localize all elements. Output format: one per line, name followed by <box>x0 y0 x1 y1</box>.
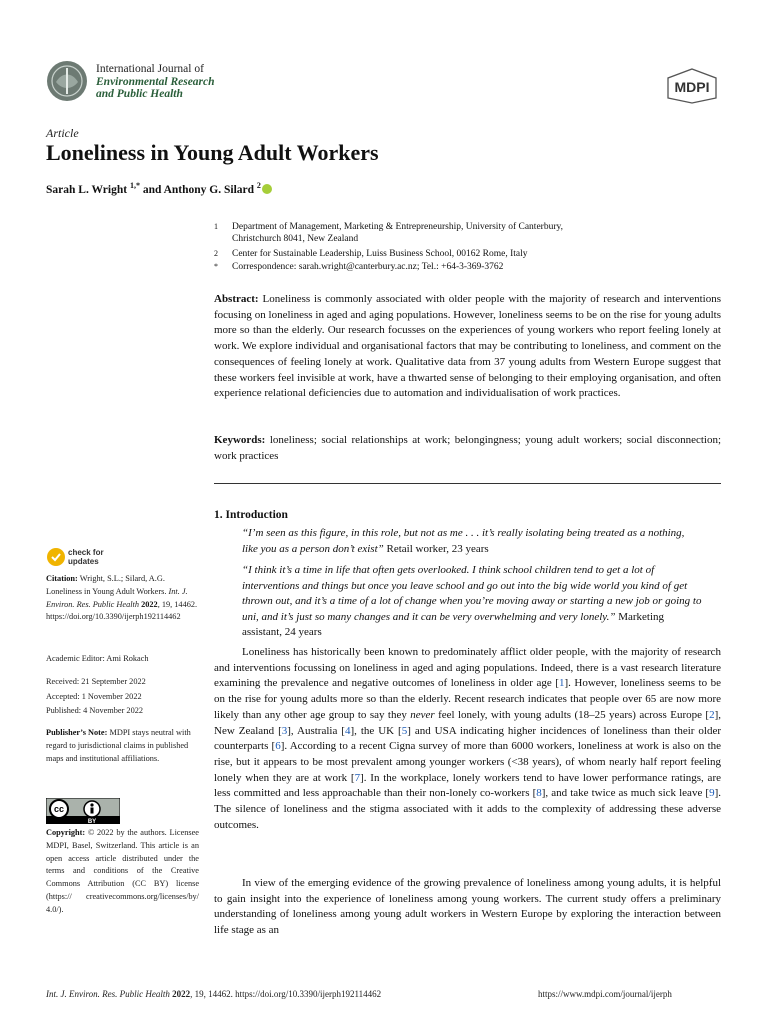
paragraph-2: In view of the emerging evidence of the growing prevalence of loneliness among young adults, it is helpful to gain insight into the experience of loneliness among young workers. The current study offers a preliminary understanding of loneliness among young adult workers in Western Europe by exploring the interaction between life stage as an <box>214 877 721 937</box>
abstract-label: Abstract: <box>214 293 259 305</box>
check-for-updates-button[interactable] <box>46 546 128 568</box>
article-title: Loneliness in Young Adult Workers <box>46 140 379 165</box>
accepted-date: Accepted: 1 November 2022 <box>46 692 142 701</box>
author-line <box>46 181 272 196</box>
ref-link[interactable]: 3 <box>281 724 288 737</box>
footer-year: 2022 <box>172 989 191 999</box>
footer-doi[interactable]: , 19, 14462. https://doi.org/10.3390/ijerph192114462 <box>190 989 382 999</box>
footer-citation <box>46 989 381 999</box>
affiliation-text: Department of Management, Marketing & Entrepreneurship, University of Canterbury, <box>232 222 563 232</box>
publisher-note <box>46 727 199 765</box>
affiliation-1 <box>214 221 734 245</box>
author-and: and <box>142 183 162 196</box>
ref-link[interactable]: 7 <box>354 771 361 784</box>
copyright-text: © 2022 by the authors. Licensee MDPI, Basel, Switzerland. This article is an open access article distributed under the terms and conditions of the Creative Commons Attribution (CC BY) license (https:// creativecommons.org/licenses/by/ 4.0/). <box>46 828 199 914</box>
citation-doi[interactable]: , 19, 14462. https://doi.org/10.3390/ijerph192114462 <box>46 599 198 622</box>
ref-link[interactable]: 9 <box>709 787 715 800</box>
publisher-note-label: Publisher’s Note: <box>46 728 108 737</box>
cc-by-license-icon[interactable] <box>46 798 120 824</box>
copyright <box>46 827 199 917</box>
keywords-label: Keywords: <box>214 434 266 446</box>
mdpi-logo-text: MDPI <box>674 79 710 95</box>
affiliation-mark: 1 <box>214 222 218 231</box>
orcid-icon[interactable] <box>262 184 272 194</box>
published-date: Published: 4 November 2022 <box>46 706 144 715</box>
paragraph-1: Loneliness has historically been known to predominately afflict older people, with the majority of research and interventions focussing on loneliness in aged and aging populations. Indeed, there is a vast research literature examining the prevalence and negative outcomes of loneliness in older age [1]. However, loneliness seems to be on the rise for young adults more so than the elderly. Recent research indicates that people over 65 are now more likely than any other age group to say they never feel lonely, with young adults (18–25 years) across Europe [2], New Zealand [3], Australia [4], the UK [5] and USA indicating higher incidences of loneliness than their older counterparts [6]. According to a recent Cigna survey of more than 6000 workers, loneliness at work is also on the rise, but it appears to be most prevalent among younger workers (<38 years), of whom nearly half report feeling lonely when they are at work [7]. In the workplace, lonely workers tend to have lower performance ratings, are less committed and less approachable than their non-lonely co-workers [8], and take twice as much sick leave [9]. The silence of loneliness and the stigma associated with it adds to the complexity of addressing these adverse outcomes. <box>214 646 722 831</box>
citation <box>46 573 199 624</box>
affiliation-text: Correspondence: sarah.wright@canterbury.ac.nz; Tel.: +64-3-369-3762 <box>232 262 504 272</box>
journal-name <box>96 63 215 101</box>
citation-year: 2022 <box>141 599 158 609</box>
check-updates-line2: updates <box>68 557 99 566</box>
citation-text: Wright, S.L.; Silard, A.G. Loneliness in Young Adult Workers. <box>46 574 167 596</box>
quote-1-text: “I’m seen as this figure, in this role, but not as me . . . it’s really isolating being treated as a nothing, like you as a person don’t exist” <box>242 527 685 555</box>
ref-link[interactable]: 6 <box>275 740 281 753</box>
ref-link[interactable]: 5 <box>401 724 408 737</box>
affiliation-2 <box>214 248 734 260</box>
divider <box>214 483 721 484</box>
affiliation-text: Christchurch 8041, New Zealand <box>232 234 359 244</box>
quote-1-attribution: Retail worker, 23 years <box>386 542 489 555</box>
publisher-note-text: MDPI stays neutral with regard to jurisdictional claims in published maps and institutional affiliations. <box>46 728 191 763</box>
quote-2 <box>242 563 702 641</box>
affiliation-text: Center for Sustainable Leadership, Luiss Business School, 00162 Rome, Italy <box>232 249 528 259</box>
footer-url[interactable]: https://www.mdpi.com/journal/ijerph <box>538 989 672 999</box>
received-date: Received: 21 September 2022 <box>46 677 146 686</box>
author-2-sup: 2 <box>256 181 261 190</box>
abstract-text: Loneliness is commonly associated with older people with the majority of research and interventions focusing on loneliness in aged and aging populations. However, loneliness seems to be on the rise for young adults more so than the elderly. Our research focusses on the experiences of young workers who report feeling lonely at work. We explore individual and organisational factors that may be contributing to loneliness, and comment on the consequences of feeling lonely at work. Qualitative data from 37 young adults from Western Europe suggest that these workers feel invisible at work, have a thwarted sense of belonging to their employing organisation, and often experience relational deficiencies due to automation and individualisation of work practices. <box>214 293 722 400</box>
copyright-label: Copyright: <box>46 828 86 837</box>
journal-logo <box>46 60 88 102</box>
journal-name-line1: International Journal of <box>96 63 204 75</box>
ref-link[interactable]: 4 <box>344 724 351 737</box>
affiliation-mark: * <box>214 262 218 271</box>
quote-2-text: “I think it’s a time in life that often gets overlooked. I think school children tend to get a lot of interventions and things but once you leave school and go out into the big wide world you kind of get thrown out, and it’s a time of a lot of change when you’re moving away or starting a new job or going to uni, and it’s just so many changes and it can be very overwhelming and very lonely.” <box>242 564 702 623</box>
ref-link[interactable]: 1 <box>558 677 565 690</box>
quote-2-attribution: Marketing assistant, 24 years <box>242 610 665 638</box>
citation-label: Citation: <box>46 574 78 583</box>
affiliation-mark: 2 <box>214 249 218 258</box>
correspondence <box>214 261 734 273</box>
footer-journal: Int. J. Environ. Res. Public Health <box>46 989 170 999</box>
ref-link[interactable]: 2 <box>709 708 715 721</box>
author-1-sup: 1,* <box>129 181 140 190</box>
check-updates-line1: check for <box>68 548 104 557</box>
mdpi-logo <box>666 68 718 104</box>
author-1[interactable]: Sarah L. Wright <box>46 183 128 196</box>
emphasis: never <box>410 708 435 721</box>
abstract <box>214 292 721 402</box>
keywords <box>214 433 721 464</box>
journal-name-line2: Environmental Research <box>96 75 215 88</box>
journal-name-line3: and Public Health <box>96 88 183 100</box>
academic-editor: Academic Editor: Ami Rokach <box>46 654 149 663</box>
section-heading: 1. Introduction <box>214 509 288 521</box>
citation-journal: Int. J. Environ. Res. Public Health <box>46 586 188 609</box>
quote-1 <box>242 526 702 557</box>
by-icon-text: BY <box>87 819 97 824</box>
cc-icon-text: cc <box>53 804 65 814</box>
ref-link[interactable]: 8 <box>536 787 542 800</box>
author-2[interactable]: Anthony G. Silard <box>163 183 255 196</box>
article-type: Article <box>46 126 79 140</box>
keywords-text: loneliness; social relationships at work; belongingness; young adult workers; social disconnection; work practices <box>214 434 722 462</box>
